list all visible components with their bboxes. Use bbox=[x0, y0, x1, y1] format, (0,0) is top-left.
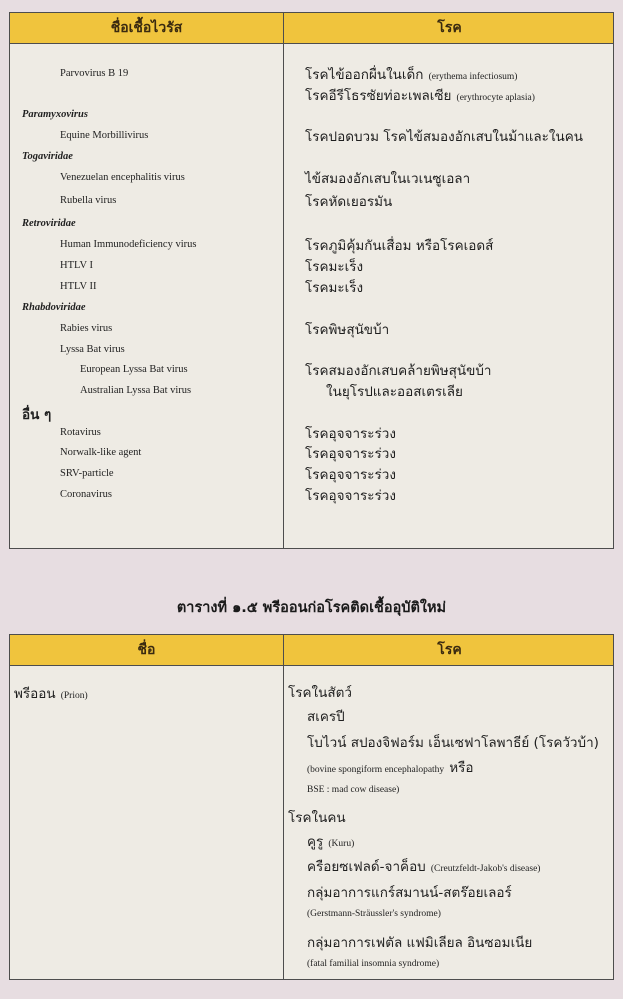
header-disease: โรค bbox=[437, 20, 462, 36]
virus-rubella: Rubella virus bbox=[60, 195, 117, 206]
disease-ffi-th: กลุ่มอาการเฟตัล แฟมิเลียล อินซอมเนีย bbox=[307, 935, 533, 951]
prion-name bbox=[14, 682, 88, 704]
disease-bse-en-text: (bovine spongiform encephalopathy bbox=[307, 765, 445, 775]
header-name: ชื่อ bbox=[137, 642, 156, 658]
disease-erythema bbox=[305, 63, 517, 85]
disease-cancer-2: โรคมะเร็ง bbox=[305, 280, 364, 296]
disease-erythema-th: โรคไข้ออกผื่นในเด็ก bbox=[305, 67, 424, 83]
animal-diseases-heading: โรคในสัตว์ bbox=[288, 685, 352, 701]
virus-htlv2: HTLV II bbox=[60, 281, 97, 292]
disease-aids: โรคภูมิคุ้มกันเสื่อม หรือโรคเอดส์ bbox=[305, 238, 494, 254]
table-caption: ตารางที่ ๑.๕ พรีออนก่อโรคติดเชื้ออุบัติใหม่ bbox=[176, 600, 447, 616]
virus-norwalk: Norwalk-like agent bbox=[60, 447, 142, 458]
disease-lyssa-2: ในยุโรปและออสเตรเลีย bbox=[326, 384, 463, 400]
disease-erythema-en: (erythema infectiosum) bbox=[428, 72, 518, 82]
disease-bse-en bbox=[307, 756, 474, 778]
disease-diarrhea-4: โรคอุจจาระร่วง bbox=[305, 488, 396, 504]
prion-table bbox=[9, 634, 614, 980]
disease-cjd-th: ครือยซเฟลด์-จาค็อบ bbox=[307, 859, 426, 875]
disease-cjd-en: (Creutzfeldt-Jakob's disease) bbox=[430, 864, 541, 874]
prion-name-th: พรีออน bbox=[14, 686, 56, 702]
human-diseases-heading: โรคในคน bbox=[288, 810, 346, 826]
family-rhabdoviridae: Rhabdoviridae bbox=[22, 302, 86, 313]
disease-kuru bbox=[307, 830, 354, 852]
disease-bse-or: หรือ bbox=[449, 760, 474, 776]
table-header bbox=[10, 635, 613, 666]
disease-kuru-th: คูรู bbox=[307, 834, 324, 850]
virus-htlv1: HTLV I bbox=[60, 260, 93, 271]
disease-gss-th: กลุ่มอาการแกร์สมานน์-สตร๊อยเลอร์ bbox=[307, 885, 512, 901]
disease-rabies: โรคพิษสุนัขบ้า bbox=[305, 322, 390, 338]
disease-cancer-1: โรคมะเร็ง bbox=[305, 259, 364, 275]
disease-scrapie: สเครปี bbox=[307, 709, 345, 725]
virus-lyssa-bat: Lyssa Bat virus bbox=[60, 344, 125, 355]
table-header bbox=[10, 13, 613, 44]
disease-cjd bbox=[307, 855, 540, 877]
disease-bse-th: โบไวน์ สปองจิฟอร์ม เอ็นเซฟาโลพาธีย์ (โรควัวบ้า) bbox=[307, 735, 599, 751]
virus-disease-table bbox=[9, 12, 614, 549]
virus-parvovirus: Parvovirus B 19 bbox=[60, 68, 129, 79]
disease-pneumonia: โรคปอดบวม โรคไข้สมองอักเสบในม้าและในคน bbox=[305, 129, 584, 145]
prion-name-en: (Prion) bbox=[60, 691, 88, 701]
family-others: อื่น ๆ bbox=[22, 407, 52, 423]
virus-rotavirus: Rotavirus bbox=[60, 427, 101, 438]
disease-diarrhea-2: โรคอุจจาระร่วง bbox=[305, 446, 396, 462]
disease-venezuelan: ไข้สมองอักเสบในเวเนซูเอลา bbox=[305, 171, 471, 187]
disease-aplasia-en: (erythrocyte aplasia) bbox=[456, 93, 535, 103]
disease-gss-en: (Gerstmann-Sträussler's syndrome) bbox=[307, 909, 441, 919]
disease-kuru-en: (Kuru) bbox=[328, 839, 355, 849]
virus-venezuelan: Venezuelan encephalitis virus bbox=[60, 172, 185, 183]
family-retroviridae: Retroviridae bbox=[22, 218, 76, 229]
family-paramyxovirus: Paramyxovirus bbox=[22, 109, 88, 120]
disease-diarrhea-1: โรคอุจจาระร่วง bbox=[305, 426, 396, 442]
disease-ffi-en: (fatal familial insomnia syndrome) bbox=[307, 959, 440, 969]
virus-equine-morbillivirus: Equine Morbillivirus bbox=[60, 130, 149, 141]
virus-hiv: Human Immunodeficiency virus bbox=[60, 239, 197, 250]
disease-lyssa-1: โรคสมองอักเสบคล้ายพิษสุนัขบ้า bbox=[305, 363, 492, 379]
header-virus-name: ชื่อเชื้อไวรัส bbox=[110, 20, 183, 36]
disease-rubella: โรคหัดเยอรมัน bbox=[305, 194, 393, 210]
virus-european-lyssa: European Lyssa Bat virus bbox=[80, 364, 188, 375]
column-divider bbox=[283, 13, 284, 548]
virus-rabies: Rabies virus bbox=[60, 323, 113, 334]
disease-bse-abbrev: BSE : mad cow disease) bbox=[307, 785, 400, 795]
header-disease: โรค bbox=[437, 642, 462, 658]
virus-srv: SRV-particle bbox=[60, 468, 114, 479]
column-divider bbox=[283, 635, 284, 979]
disease-diarrhea-3: โรคอุจจาระร่วง bbox=[305, 467, 396, 483]
disease-aplasia bbox=[305, 84, 535, 106]
disease-aplasia-th: โรคอีรีโธรซัยท่อะเพลเซีย bbox=[305, 88, 452, 104]
family-togaviridae: Togaviridae bbox=[22, 151, 73, 162]
virus-coronavirus: Coronavirus bbox=[60, 489, 112, 500]
virus-australian-lyssa: Australian Lyssa Bat virus bbox=[80, 385, 192, 396]
